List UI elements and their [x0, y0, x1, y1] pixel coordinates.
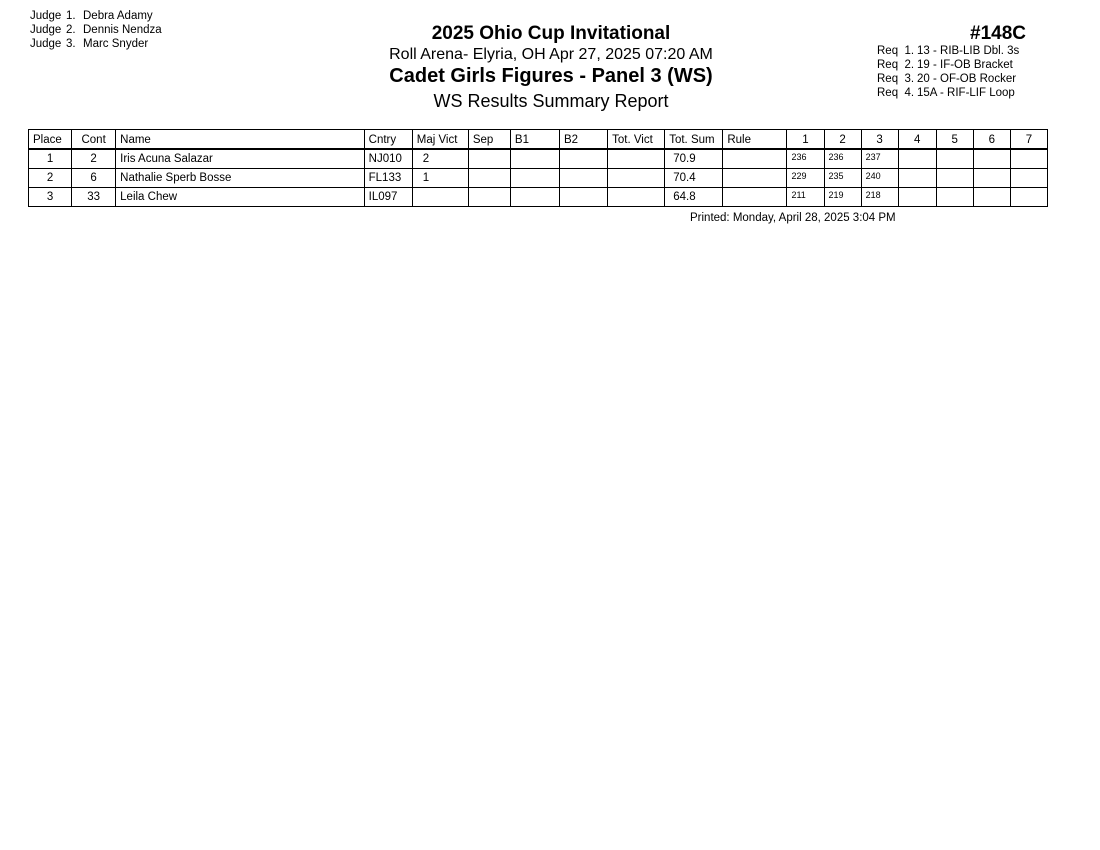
name-cell: Iris Acuna Salazar	[116, 149, 364, 169]
judge-score-cell: 218	[861, 188, 898, 207]
judge-score-cell: 229	[787, 169, 824, 188]
tot-vict-cell	[608, 149, 665, 169]
requirement-row	[877, 72, 1019, 86]
judge-label: Judge	[30, 38, 62, 50]
country-cell: FL133	[364, 169, 412, 188]
sep-cell	[468, 188, 510, 207]
requirement-row	[877, 44, 1019, 58]
maj-vict-cell: 1	[412, 169, 468, 188]
req-text: 20 - OF-OB Rocker	[917, 73, 1017, 85]
b2-cell	[560, 149, 608, 169]
column-header: Rule	[723, 130, 787, 150]
column-header: 3	[861, 130, 898, 150]
report-name: WS Results Summary Report	[433, 91, 669, 111]
judge-score-cell	[973, 169, 1010, 188]
b1-cell	[510, 188, 559, 207]
country-cell: NJ010	[364, 149, 412, 169]
column-header: 4	[898, 130, 936, 150]
name-cell: Leila Chew	[116, 188, 364, 207]
rule-cell	[723, 149, 787, 169]
rule-cell	[723, 188, 787, 207]
printed-timestamp: Printed: Monday, April 28, 2025 3:04 PM	[690, 212, 896, 224]
column-header: Place	[29, 130, 72, 150]
judge-score-cell	[898, 188, 936, 207]
table-header-row	[29, 130, 1048, 150]
column-header: 6	[973, 130, 1010, 150]
column-header: 7	[1010, 130, 1047, 150]
column-header: B1	[510, 130, 559, 150]
judge-row	[30, 9, 162, 23]
tot-vict-cell	[608, 169, 665, 188]
judge-score-cell	[936, 169, 973, 188]
tot-sum-cell: 64.8	[665, 188, 723, 207]
rule-cell	[723, 169, 787, 188]
judge-row	[30, 23, 162, 37]
column-header: Tot. Vict	[608, 130, 665, 150]
judge-number: 2.	[66, 24, 76, 36]
judge-score-cell: 236	[787, 149, 824, 169]
column-header: Maj Vict	[412, 130, 468, 150]
req-label: Req	[877, 87, 899, 99]
report-header	[330, 23, 772, 113]
table-row	[29, 188, 1048, 207]
judge-name: Debra Adamy	[83, 10, 153, 22]
req-text: 13 - RIB-LIB Dbl. 3s	[917, 45, 1020, 57]
country-cell: IL097	[364, 188, 412, 207]
judge-label: Judge	[30, 24, 62, 36]
req-number: 2.	[904, 59, 915, 71]
place-cell: 1	[29, 149, 72, 169]
req-label: Req	[877, 45, 899, 57]
judge-score-cell: 219	[824, 188, 861, 207]
b2-cell	[560, 169, 608, 188]
b2-cell	[560, 188, 608, 207]
column-header: 1	[787, 130, 824, 150]
judge-score-cell	[1010, 188, 1047, 207]
column-header: Sep	[468, 130, 510, 150]
req-number: 1.	[904, 45, 915, 57]
requirement-row	[877, 86, 1019, 100]
judge-score-cell: 237	[861, 149, 898, 169]
req-label: Req	[877, 73, 899, 85]
column-header: Cntry	[364, 130, 412, 150]
judge-row	[30, 37, 162, 51]
req-number: 3.	[904, 73, 915, 85]
judge-score-cell: 236	[824, 149, 861, 169]
column-header: 5	[936, 130, 973, 150]
column-header: Tot. Sum	[665, 130, 723, 150]
column-header: Name	[116, 130, 364, 150]
judge-number: 1.	[66, 10, 76, 22]
req-text: 19 - IF-OB Bracket	[917, 59, 1013, 71]
results-table	[28, 129, 1048, 207]
judge-score-cell	[898, 169, 936, 188]
b1-cell	[510, 169, 559, 188]
req-number: 4.	[904, 87, 915, 99]
cont-cell: 2	[72, 149, 116, 169]
tot-sum-cell: 70.9	[665, 149, 723, 169]
judge-number: 3.	[66, 38, 76, 50]
place-cell: 3	[29, 188, 72, 207]
cont-cell: 6	[72, 169, 116, 188]
b1-cell	[510, 149, 559, 169]
judge-score-cell	[1010, 169, 1047, 188]
sep-cell	[468, 169, 510, 188]
place-cell: 2	[29, 169, 72, 188]
table-row	[29, 169, 1048, 188]
column-header: Cont	[72, 130, 116, 150]
table-row	[29, 149, 1048, 169]
sep-cell	[468, 149, 510, 169]
judges-list	[30, 9, 162, 51]
judge-score-cell	[936, 149, 973, 169]
judge-score-cell	[1010, 149, 1047, 169]
name-cell: Nathalie Sperb Bosse	[116, 169, 364, 188]
judge-score-cell	[898, 149, 936, 169]
judge-score-cell	[973, 149, 1010, 169]
event-id: #148C	[970, 23, 1026, 44]
judge-score-cell	[973, 188, 1010, 207]
column-header: 2	[824, 130, 861, 150]
req-text: 15A - RIF-LIF Loop	[917, 87, 1015, 99]
judge-name: Dennis Nendza	[83, 24, 162, 36]
requirements-list	[877, 44, 1019, 100]
req-label: Req	[877, 59, 899, 71]
judge-score-cell: 211	[787, 188, 824, 207]
judge-label: Judge	[30, 10, 62, 22]
event-name: Cadet Girls Figures - Panel 3 (WS)	[389, 65, 713, 87]
competition-title: 2025 Ohio Cup Invitational	[431, 23, 671, 44]
judge-name: Marc Snyder	[83, 38, 149, 50]
tot-vict-cell	[608, 188, 665, 207]
maj-vict-cell: 2	[412, 149, 468, 169]
judge-score-cell: 240	[861, 169, 898, 188]
maj-vict-cell	[412, 188, 468, 207]
judge-score-cell	[936, 188, 973, 207]
venue-line: Roll Arena- Elyria, OH Apr 27, 2025 07:20 AM	[389, 46, 713, 63]
column-header: B2	[560, 130, 608, 150]
cont-cell: 33	[72, 188, 116, 207]
judge-score-cell: 235	[824, 169, 861, 188]
tot-sum-cell: 70.4	[665, 169, 723, 188]
requirement-row	[877, 58, 1019, 72]
